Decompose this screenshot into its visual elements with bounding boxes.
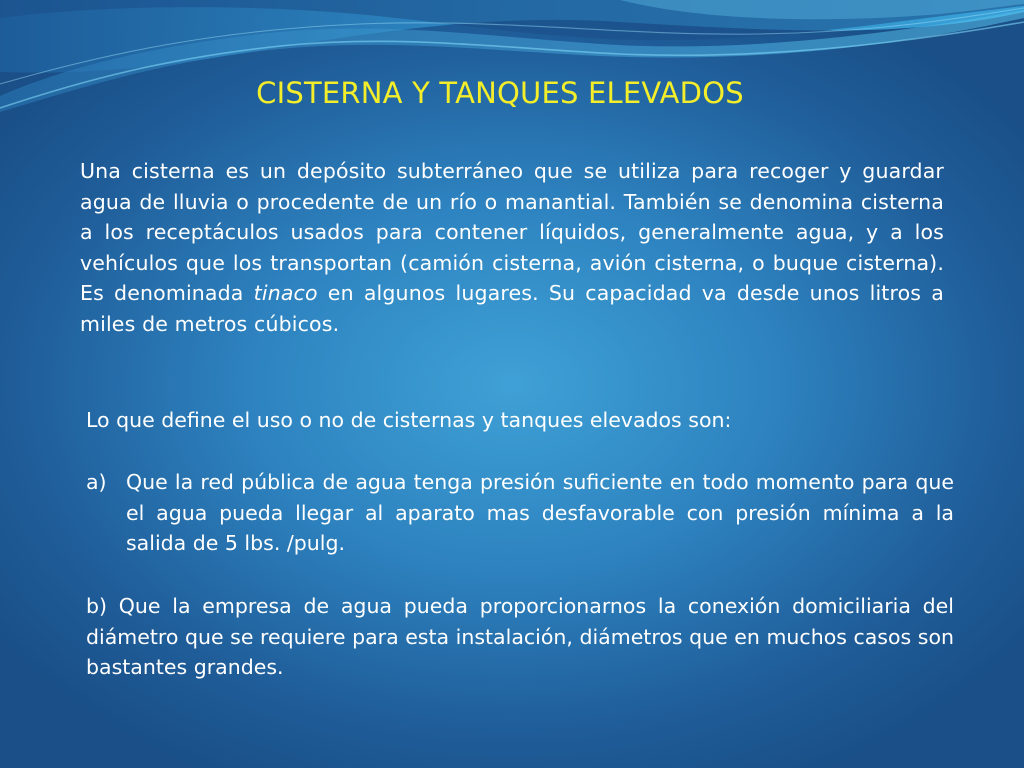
paragraph-definition [80,156,944,339]
paragraph-definition-start: Una cisterna es un depósito subterráneo que se utiliza para recoger y guardar agua de lluvia o procedente de un río o manantial. También se denomina cisterna a los receptáculos usados para contener líquidos, generalmente agua, y a los vehículos que los transportan (camión cisterna, avión cisterna, o buque cisterna). Es denominada [80,159,944,305]
list-marker-a: a) [86,470,107,494]
paragraph-definition-end: en algunos lugares. Su capacidad va desde unos litros a miles de metros cúbicos. [80,281,944,336]
paragraph-criteria-intro: Lo que define el uso o no de cisternas y tanques elevados son: [86,408,732,432]
list-item-a-text: Que la red pública de agua tenga presión suficiente en todo momento para que el agua pueda llegar al aparato mas desfavorable con presión mínima a la salida de 5 lbs. /pulg. [126,470,954,555]
decorative-waves [0,0,1024,140]
paragraph-item-b: b) Que la empresa de agua pueda proporcionarnos la conexión domiciliaria del diámetro que se requiere para esta instalación, diámetros que en muchos casos son bastantes grandes. [86,594,954,679]
list-item-a [86,467,954,559]
italic-term-tinaco: tinaco [253,281,318,305]
slide-title: CISTERNA Y TANQUES ELEVADOS [256,76,744,110]
